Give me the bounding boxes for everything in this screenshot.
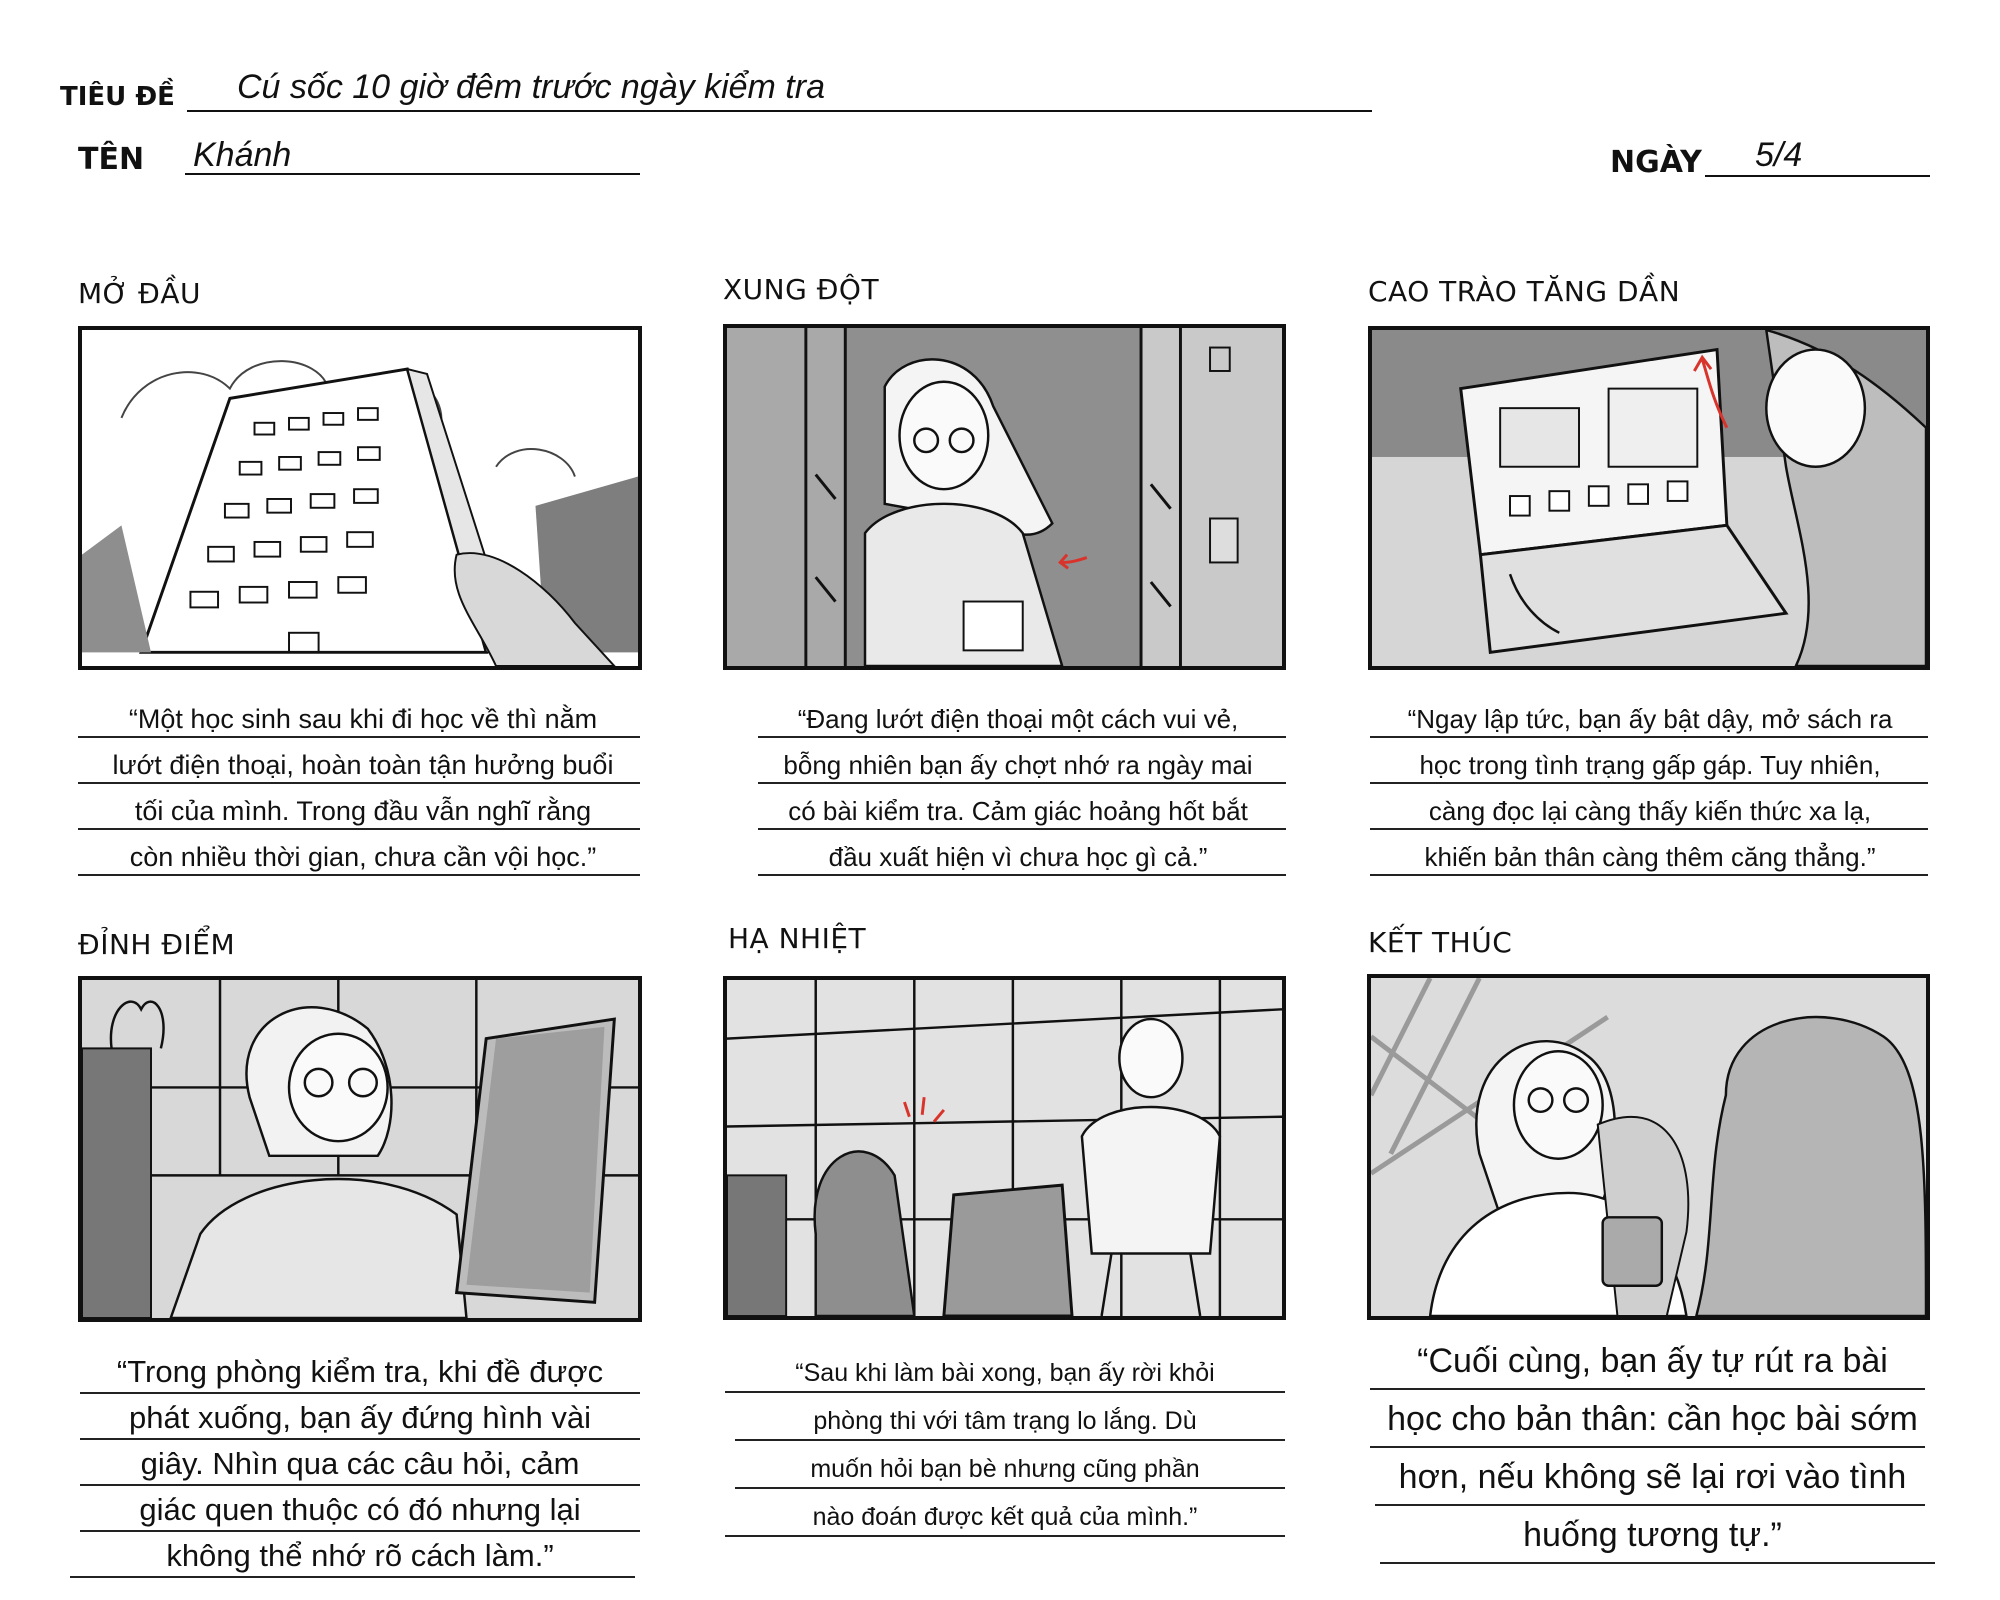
caption-rule (725, 1535, 1285, 1537)
caption-line: học trong tình trạng gấp gáp. Tuy nhiên, (1419, 750, 1881, 780)
panel-4-title: ĐỈNH ĐIỂM (78, 928, 236, 961)
panel-1-frame (78, 326, 642, 670)
date-label: NGÀY (1610, 145, 1702, 180)
caption-rule (735, 1487, 1285, 1489)
exam-sketch (82, 980, 638, 1318)
caption-line: phát xuống, bạn ấy đứng hình vài (129, 1400, 591, 1435)
caption-line: “Cuối cùng, bạn ấy tự rút ra bài (1417, 1342, 1888, 1380)
laptop-sketch (1372, 330, 1926, 666)
name-label: TÊN (78, 142, 145, 177)
caption-rule (78, 874, 640, 876)
caption-rule (1370, 1446, 1925, 1448)
caption-line: tối của mình. Trong đầu vẫn nghĩ rằng (134, 796, 592, 826)
reflection-sketch (1371, 978, 1926, 1316)
caption-line: giác quen thuộc có đó nhưng lại (139, 1492, 581, 1527)
caption-rule (1370, 736, 1928, 738)
caption-line: càng đọc lại càng thấy kiến thức xa lạ, (1428, 796, 1872, 826)
caption-rule (78, 736, 640, 738)
name-value: Khánh (193, 136, 292, 174)
caption-rule (1380, 1562, 1935, 1564)
date-value: 5/4 (1755, 136, 1803, 174)
caption-rule (758, 736, 1286, 738)
caption-line: còn nhiều thời gian, chưa cần vội học.” (129, 842, 597, 872)
caption-rule (725, 1391, 1285, 1393)
elevator-sketch (727, 328, 1282, 666)
caption-line: “Ngay lập tức, bạn ấy bật dậy, mở sách ra (1407, 704, 1893, 734)
caption-rule (78, 828, 640, 830)
panel-6-title: KẾT THÚC (1368, 926, 1513, 959)
panel-2-frame (723, 324, 1286, 670)
caption-line: “Đang lướt điện thoại một cách vui vẻ, (797, 704, 1239, 734)
caption-line: bỗng nhiên bạn ấy chợt nhớ ra ngày mai (783, 750, 1253, 780)
caption-line: khiến bản thân càng thêm căng thẳng.” (1424, 842, 1876, 872)
caption-rule (758, 874, 1286, 876)
date-underline (1705, 175, 1930, 177)
panel-5-title: HẠ NHIỆT (728, 922, 867, 955)
caption-rule (735, 1439, 1285, 1441)
caption-line: phòng thi với tâm trạng lo lắng. Dù (813, 1407, 1197, 1435)
caption-rule (1375, 1504, 1925, 1506)
building-sketch (82, 330, 638, 666)
panel-2-title: XUNG ĐỘT (723, 273, 880, 306)
caption-rule (70, 1576, 635, 1578)
title-underline (187, 110, 1372, 112)
caption-rule (1370, 828, 1928, 830)
caption-line: huống tương tự.” (1523, 1516, 1782, 1554)
caption-line: “Trong phòng kiểm tra, khi đề được (116, 1354, 604, 1389)
caption-rule (80, 1392, 640, 1394)
caption-rule (758, 782, 1286, 784)
caption-rule (80, 1484, 640, 1486)
caption-rule (78, 782, 640, 784)
panel-5-frame (723, 976, 1286, 1320)
caption-rule (80, 1438, 640, 1440)
caption-rule (758, 828, 1286, 830)
caption-rule (1370, 874, 1928, 876)
panel-3-title: CAO TRÀO TĂNG DẦN (1368, 275, 1681, 308)
caption-line: nào đoán được kết quả của mình.” (812, 1503, 1198, 1531)
panel-1-title: MỞ ĐẦU (78, 277, 201, 310)
panel-3-frame (1368, 326, 1930, 670)
caption-line: lướt điện thoại, hoàn toàn tận hưởng buổi (112, 750, 614, 780)
caption-rule (1370, 1388, 1925, 1390)
caption-line: có bài kiểm tra. Cảm giác hoảng hốt bắt (788, 796, 1248, 826)
caption-line: học cho bản thân: cần học bài sớm (1387, 1400, 1918, 1438)
title-value: Cú sốc 10 giờ đêm trước ngày kiểm tra (237, 68, 825, 106)
caption-line: “Sau khi làm bài xong, bạn ấy rời khỏi (795, 1359, 1215, 1387)
leaving-room-sketch (727, 980, 1282, 1316)
caption-line: giây. Nhìn qua các câu hỏi, cảm (140, 1446, 580, 1481)
caption-line: muốn hỏi bạn bè nhưng cũng phần (810, 1455, 1200, 1483)
caption-rule (1370, 782, 1928, 784)
caption-line: “Một học sinh sau khi đi học về thì nằm (128, 704, 598, 734)
caption-line: hơn, nếu không sẽ lại rơi vào tình (1398, 1458, 1907, 1496)
caption-line: không thể nhớ rõ cách làm.” (166, 1538, 554, 1573)
panel-4-frame (78, 976, 642, 1322)
panel-6-frame (1367, 974, 1930, 1320)
caption-line: đầu xuất hiện vì chưa học gì cả.” (828, 842, 1208, 872)
caption-rule (80, 1530, 640, 1532)
title-label: TIÊU ĐỀ (60, 82, 175, 112)
